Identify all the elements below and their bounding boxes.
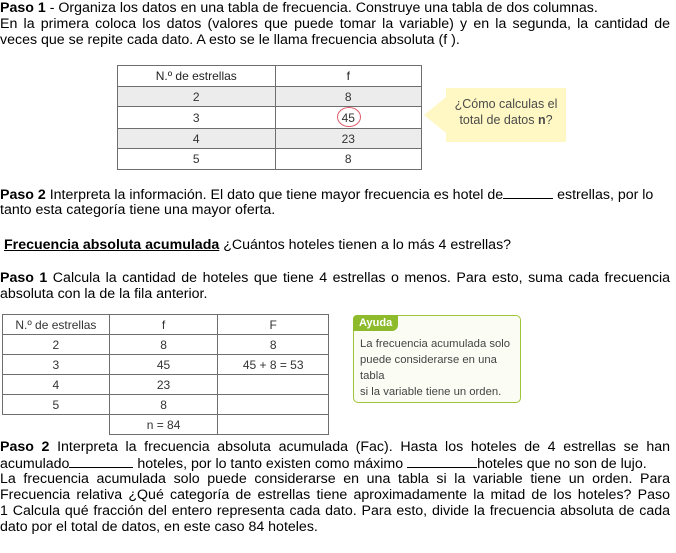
cell: 45	[275, 107, 421, 129]
answer-blank	[69, 455, 133, 468]
cell: 8	[275, 149, 421, 170]
answer-blank	[407, 455, 477, 468]
fac-heading-line	[4, 237, 511, 253]
cell: 4	[118, 129, 276, 149]
table-header-row	[118, 66, 422, 87]
header-stars: N.º de estrellas	[3, 315, 110, 335]
paso2-line1	[0, 186, 653, 203]
highlight-circle	[337, 107, 361, 127]
paso1b-title: Paso 1	[0, 270, 48, 286]
header-f: f	[109, 315, 218, 335]
callout-line2	[446, 112, 566, 128]
table-row	[3, 335, 329, 355]
cell: 45	[109, 355, 218, 375]
cell	[218, 395, 329, 415]
paso2b-line6: dato por el total de datos, en este caso 84 hoteles.	[0, 519, 318, 535]
paso2b-title: Paso 2	[0, 439, 50, 455]
cell	[218, 375, 329, 395]
cell: 8	[109, 335, 218, 355]
paso2b-l2b: hoteles, por lo tanto existen como máximo	[133, 456, 408, 472]
cumulative-table	[2, 314, 329, 435]
cell: 2	[118, 87, 276, 107]
table-row	[3, 375, 329, 395]
paso2b-line3: La frecuencia acumulada solo puede considerarse en una tabla si la variable tiene un orden. Para	[0, 471, 670, 487]
paso1-title: Paso 1	[0, 0, 46, 16]
table-header-row	[3, 315, 329, 335]
empty-cell	[218, 415, 329, 435]
paso2-title: Paso 2	[0, 187, 46, 203]
paso1-line2: En la primera coloca los datos (valores que puede tomar la variable) y en la segunda, la cantidad de	[0, 16, 670, 32]
help-title: Ayuda	[353, 315, 398, 331]
paso2-text: Interpreta la información. El dato que tiene mayor frecuencia es hotel de	[45, 187, 504, 203]
cell: 5	[118, 149, 276, 170]
paso1b-line2: absoluta con la de la fila anterior.	[0, 286, 208, 302]
callout-text: total de datos	[459, 113, 538, 127]
cell: 5	[3, 395, 110, 415]
frequency-table	[117, 65, 422, 170]
cell: 8	[275, 87, 421, 107]
paso1b-text: Calcula la cantidad de hoteles que tiene 4 estrellas o menos. Para esto, suma cada frecuencia	[47, 270, 671, 286]
paso1-line3: veces que se repite cada dato. A esto se le llama frecuencia absoluta (f ).	[0, 32, 460, 48]
cell: 23	[275, 129, 421, 149]
cell: 3	[3, 355, 110, 375]
cell: 8	[109, 395, 218, 415]
cell: 8	[218, 335, 329, 355]
help-line2: puede considerarse en una tabla	[360, 354, 497, 382]
paso2b-l2c: hoteles que no son de lujo.	[477, 456, 647, 472]
cell: 23	[109, 375, 218, 395]
help-box	[353, 315, 521, 403]
paso2-line2: tanto esta categoría tiene una mayor oferta.	[0, 202, 276, 218]
cell: 2	[3, 335, 110, 355]
paso2-text-after: estrellas, por lo	[553, 187, 654, 203]
help-text	[360, 336, 518, 400]
paso2b-text: Interpreta la frecuencia absoluta acumulada (Fac). Hasta los hoteles de 4 estrellas se han	[49, 439, 670, 455]
help-line3: si la variable tiene un orden.	[360, 386, 502, 398]
empty-cell	[3, 415, 110, 435]
help-line1: La frecuencia acumulada solo	[360, 338, 511, 350]
callout-end: ?	[545, 113, 553, 127]
cell: 3	[118, 107, 276, 129]
header-stars: N.º de estrellas	[118, 66, 276, 87]
callout-note	[446, 88, 566, 142]
cell: 4	[3, 375, 110, 395]
paso2b-line4: Frecuencia relativa ¿Qué categoría de estrellas tiene aproximadamente la mitad de los hoteles? Paso	[0, 487, 670, 503]
cell: 45 + 8 = 53	[218, 355, 329, 375]
table-row	[118, 107, 422, 129]
table-total-row	[3, 415, 329, 435]
callout-arrow	[424, 97, 446, 133]
callout-n: n	[537, 113, 546, 127]
table-row	[3, 395, 329, 415]
table-row	[118, 149, 422, 170]
total-cell: n = 84	[109, 415, 218, 435]
paso1-text: - Organiza los datos en una tabla de frecuencia. Construye una tabla de dos columnas.	[45, 0, 598, 16]
callout-line1: ¿Cómo calculas el	[454, 97, 558, 111]
paso2b-line5: 1 Calcula qué fracción del entero representa cada dato. Para esto, divide la frecuencia absoluta de cada	[0, 503, 670, 519]
header-f: f	[275, 66, 421, 87]
paso2b-l2a: acumulado	[0, 456, 70, 472]
table-row	[118, 87, 422, 107]
fac-title: Frecuencia absoluta acumulada	[4, 237, 220, 253]
header-F: F	[218, 315, 329, 335]
table-row	[3, 355, 329, 375]
fac-question: ¿Cuántos hoteles tienen a lo más 4 estrellas?	[219, 237, 512, 253]
table-row	[118, 129, 422, 149]
paso2b-line2	[0, 455, 647, 472]
paso1-line1	[0, 0, 598, 16]
answer-blank	[503, 186, 553, 199]
